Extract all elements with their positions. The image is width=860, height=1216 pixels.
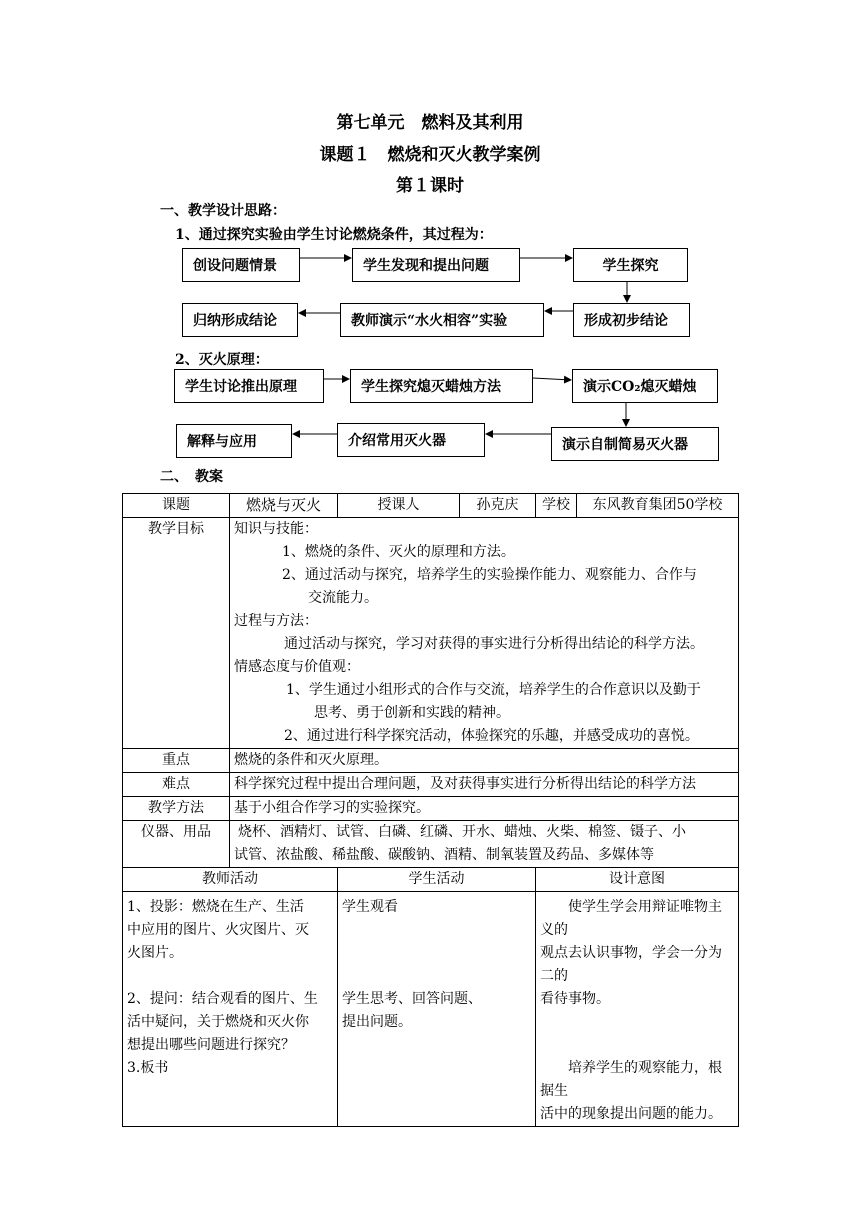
cell-goals-label: 教学目标 (123, 518, 230, 749)
cell-key-text: 燃烧的条件和灭火原理。 (230, 749, 739, 773)
goals-h2: 过程与方法： (234, 613, 318, 629)
flow-arrows (0, 0, 860, 470)
flow1-step-1: 创设问题情景 (182, 248, 300, 282)
goals-p1: 通过活动与探究，学习对获得的事实进行分析得出结论的科学方法。 (284, 636, 704, 652)
flow2-step-4: 演示自制简易灭火器 (551, 427, 719, 461)
flow1-step-4: 形成初步结论 (573, 303, 690, 337)
t1a: 1、投影：燃烧在生产、生活 (127, 899, 304, 915)
cell-teacher-label: 授课人 (338, 494, 460, 518)
section1-sub1: 1、通过探究实验由学生讨论燃烧条件，其过程为： (175, 227, 493, 243)
flow1-step-2: 学生发现和提出问题 (352, 248, 520, 282)
cell-equip-label: 仪器、用品 (123, 821, 230, 868)
cell-key-label: 重点 (123, 749, 230, 773)
cell-goals-content (230, 518, 739, 749)
flow2-step-1: 学生讨论推出原理 (174, 369, 324, 403)
s1: 学生观看 (342, 899, 398, 915)
flow1-step-6: 归纳形成结论 (182, 303, 298, 337)
head-teacher: 教师活动 (123, 868, 338, 892)
equip-line2: 试管、浓盐酸、稀盐酸、碳酸钠、酒精、制氧装置及药品、多媒体等 (234, 847, 654, 863)
arrow-b2-3 (533, 378, 571, 380)
flow2-step-3: 演示CO₂熄灭蜡烛 (572, 369, 718, 403)
goals-e1a: 1、学生通过小组形式的合作与交流，培养学生的合作意识以及勤于 (286, 682, 701, 698)
cell-teacher-value: 孙克庆 (460, 494, 536, 518)
flow1-step-3: 学生探究 (573, 248, 688, 282)
t2b: 活中疑问，关于燃烧和灭火你 (127, 1014, 309, 1030)
d1a: 使学生学会用辩证唯物主义的 (540, 899, 722, 938)
d2a: 培养学生的观察能力，根据生 (540, 1060, 722, 1099)
flow2-step-5: 介绍常用灭火器 (337, 423, 485, 457)
goals-e2: 2、通过进行科学探究活动，体验探究的乐趣，并感受成功的喜悦。 (284, 728, 699, 744)
t2c: 想提出哪些问题进行探究？ (127, 1037, 295, 1053)
lesson-title: 课题１ 燃烧和灭火教学案例 (319, 145, 541, 165)
t3: 3.板书 (127, 1060, 169, 1076)
goals-h3: 情感态度与价值观： (234, 659, 360, 675)
cell-design-intent (536, 892, 739, 1127)
s2b: 提出问题。 (342, 1014, 412, 1030)
cell-topic-label: 课题 (123, 494, 230, 518)
period-title: 第１课时 (396, 176, 464, 196)
t1b: 中应用的图片、火灾图片、灭 (127, 922, 309, 938)
head-intent: 设计意图 (536, 868, 739, 892)
unit-title: 第七单元 燃料及其利用 (336, 113, 524, 133)
cell-school-label: 学校 (536, 494, 577, 518)
goals-k2a: 2、通过活动与探究，培养学生的实验操作能力、观察能力、合作与 (282, 567, 697, 583)
flow1-step-5: 教师演示“水火相容”实验 (340, 303, 544, 337)
section1-sub2: 2、灭火原理： (175, 352, 269, 368)
goals-k2b: 交流能力。 (308, 590, 378, 606)
d2b: 活中的现象提出问题的能力。 (540, 1106, 722, 1122)
cell-teacher-activity (123, 892, 338, 1127)
section1-heading: 一、教学设计思路： (160, 203, 286, 219)
section2-heading: 二、 教案 (160, 469, 223, 485)
cell-student-activity (338, 892, 536, 1127)
cell-method-text: 基于小组合作学习的实验探究。 (230, 797, 739, 821)
cell-diff-text: 科学探究过程中提出合理问题，及对获得事实进行分析得出结论的科学方法 (230, 773, 739, 797)
t2a: 2、提问：结合观看的图片、生 (127, 991, 318, 1007)
d1b: 观点去认识事物，学会一分为二的 (540, 945, 722, 984)
cell-method-label: 教学方法 (123, 797, 230, 821)
goals-e1b: 思考、勇于创新和实践的精神。 (314, 705, 510, 721)
equip-line1: 烧杯、酒精灯、试管、白磷、红磷、开水、蜡烛、火柴、棉签、镊子、小 (238, 824, 686, 840)
flow2-step-6: 解释与应用 (176, 424, 292, 458)
goals-h1: 知识与技能： (234, 521, 318, 537)
cell-diff-label: 难点 (123, 773, 230, 797)
cell-school-value: 东风教育集团50学校 (577, 494, 739, 518)
t1c: 火图片。 (127, 945, 183, 961)
s2a: 学生思考、回答问题、 (342, 991, 482, 1007)
cell-topic-value: 燃烧与灭火 (230, 494, 338, 518)
lesson-plan-table (122, 493, 739, 1127)
cell-equip-text (230, 821, 739, 868)
flow2-step-2: 学生探究熄灭蜡烛方法 (350, 369, 533, 403)
d1c: 看待事物。 (540, 991, 610, 1007)
goals-k1: 1、燃烧的条件、灭火的原理和方法。 (282, 544, 515, 560)
head-student: 学生活动 (338, 868, 536, 892)
